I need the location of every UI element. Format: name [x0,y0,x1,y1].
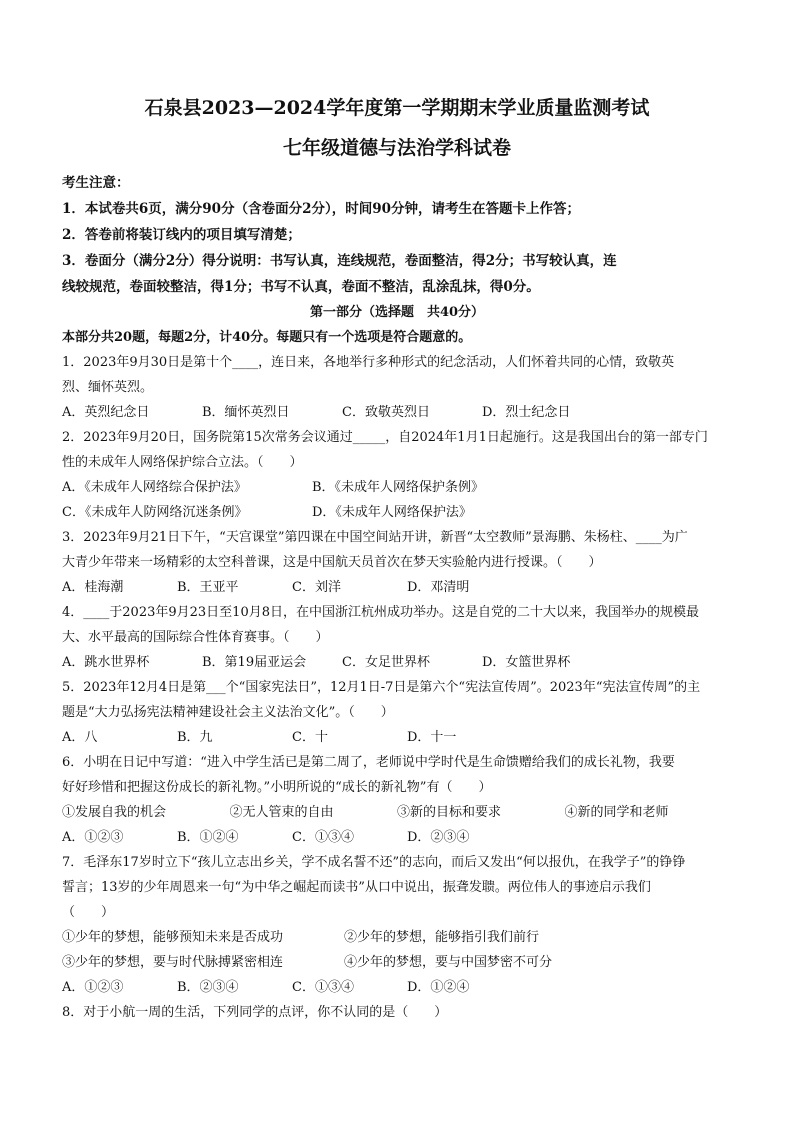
question-text: 6．小明在日记中写道：“进入中学生活已是第二周了，老师说中学时代是生命馈赠给我们的成长礼物，我要 [62,755,675,770]
option-a: A．英烈纪念日 [62,405,150,420]
question-text: 5．2023年12月4日是第___个“国家宪法日”，12月1日-7日是第六个“宪法宣传周”。2023年“宪法宣传周”的主 [62,680,701,695]
option-c: C．①③④ [292,830,354,845]
statement-list [62,800,732,825]
statement-item: ②无人管束的自由 [229,805,334,820]
question-4 [62,600,732,675]
statement-list [62,950,732,975]
question-text: 2．2023年9月20日，国务院第15次常务会议通过_____，自2024年1月1日起施行。这是我国出台的第一部专门 [62,430,708,445]
statement-item: ④少年的梦想，要与中国梦密不可分 [344,955,553,970]
question-text: 性的未成年人网络保护综合立法。（ ） [62,455,303,470]
question-text: 7．毛泽东17岁时立下“孩儿立志出乡关，学不成名誓不还”的志向，而后又发出“何以报仇，在我学子”的铮铮 [62,855,686,870]
question-7 [62,850,732,1000]
statement-list [62,925,732,950]
question-1 [62,350,732,425]
notice-item: 2．答卷前将装订线内的项目填写清楚； [62,227,301,243]
option-a: A．《未成年人网络综合保护法》 [62,480,247,495]
section-instruction: 本部分共20题，每题2分，计40分。每题只有一个选项是符合题意的。 [62,330,472,345]
question-8 [62,1000,732,1025]
notice-item: 线较规范，卷面较整洁，得1分；书写不认真，卷面不整洁，乱涂乱抹，得0分。 [62,279,540,295]
option-a: A．①②③ [62,830,124,845]
answer-options [62,575,732,600]
option-d: D．《未成年人网络保护法》 [312,505,472,520]
answer-options [62,975,732,1000]
option-c: C．致敬英烈日 [342,405,430,420]
option-c: C．女足世界杯 [342,655,430,670]
exam-subtitle: 七年级道德与法治学科试卷 [282,137,511,159]
notice-item: 3．卷面分（满分2分）得分说明：书写认真，连线规范，卷面整洁，得2分；书写较认真，连 [62,253,617,269]
statement-item: ②少年的梦想，能够指引我们前行 [344,930,540,945]
notice-item: 1．本试卷共6页，满分90分（含卷面分2分），时间90分钟，请考生在答题卡上作答； [62,201,581,217]
answer-options [62,475,732,500]
question-text: 大青少年带来一场精彩的太空科普课，这是中国航天员首次在梦天实验舱内进行授课。（ ） [62,555,602,570]
answer-options [62,825,732,850]
option-b: B．①②④ [177,830,239,845]
option-a: A．八 [62,730,98,745]
question-text: 烈、缅怀英烈。 [62,380,154,395]
candidate-notice [62,170,732,300]
question-text: （ ） [62,905,115,920]
question-2 [62,425,732,525]
answer-options [62,725,732,750]
question-3 [62,525,732,600]
option-d: D．烈士纪念日 [482,405,571,420]
exam-title: 石泉县2023—2024学年度第一学期期末学业质量监测考试 [144,97,650,119]
question-text: 8．对于小航一周的生活，下列同学的点评，你不认同的是（ ） [62,1005,448,1020]
option-d: D．十一 [407,730,457,745]
question-text: 题是“大力弘扬宪法精神建设社会主义法治文化”。（ ） [62,705,394,720]
option-b: B．九 [177,730,213,745]
option-d: D．邓清明 [407,580,470,595]
option-b: B．缅怀英烈日 [202,405,290,420]
option-a: A．跳水世界杯 [62,655,150,670]
option-a: A．桂海潮 [62,580,124,595]
statement-item: ①少年的梦想，能够预知未来是否成功 [62,930,284,945]
question-text: 大、水平最高的国际综合性体育赛事。（ ） [62,630,329,645]
question-text: 好好珍惜和把握这份成长的新礼物。”小明所说的“成长的新礼物”有（ ） [62,780,492,795]
statement-item: ③少年的梦想，要与时代脉搏紧密相连 [62,955,284,970]
question-text: 4．____于2023年9月23日至10月8日，在中国浙江杭州成功举办。这是自党的二十大以来，我国举办的规模最 [62,605,699,620]
option-d: D．①②④ [407,980,470,995]
statement-item: ④新的同学和老师 [564,805,669,820]
section-title: 第一部分（选择题 共40分） [309,305,485,320]
option-c: C．十 [292,730,328,745]
option-c: C．①③④ [292,980,354,995]
question-6 [62,750,732,850]
option-d: D．②③④ [407,830,470,845]
answer-options [62,500,732,525]
exam-page [62,88,732,1025]
option-d: D．女篮世界杯 [482,655,571,670]
option-a: A．①②③ [62,980,124,995]
question-5 [62,675,732,750]
statement-item: ③新的目标和要求 [397,805,502,820]
answer-options [62,400,732,425]
option-b: B．第19届亚运会 [202,655,307,670]
option-b: B．《未成年人网络保护条例》 [312,480,485,495]
question-text: 3．2023年9月21日下午，“天宫课堂”第四课在中国空间站开讲，新晋“太空教师”景海鹏、朱杨柱、____为广 [62,530,688,545]
option-c: C．《未成年人防网络沉迷条例》 [62,505,248,520]
question-text: 誓言；13岁的少年周恩来一句“为中华之崛起而读书”从口中说出，振聋发聩。两位伟人的事迹启示我们 [62,880,651,895]
answer-options [62,650,732,675]
option-b: B．②③④ [177,980,239,995]
notice-heading: 考生注意： [62,175,130,191]
option-c: C．刘洋 [292,580,341,595]
question-text: 1．2023年9月30日是第十个____，连日来，各地举行多种形式的纪念活动，人们怀着共同的心情，致敬英 [62,355,675,370]
option-b: B．王亚平 [177,580,239,595]
statement-item: ①发展自我的机会 [62,805,167,820]
